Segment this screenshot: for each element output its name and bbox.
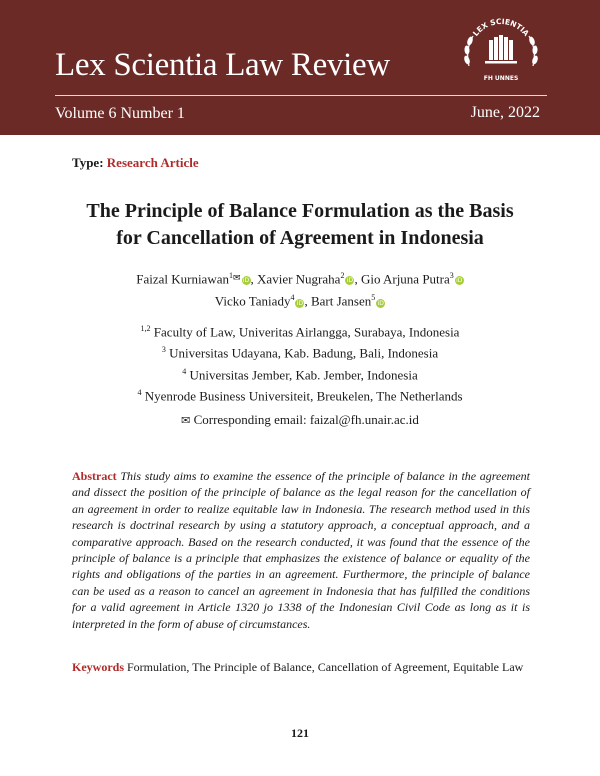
paper-title <box>60 198 540 252</box>
paper-title-line-1: The Principle of Balance Formulation as the Basis <box>86 200 514 222</box>
keywords-text: Formulation, The Principle of Balance, Cancellation of Agreement, Equitable Law <box>127 660 524 674</box>
journal-title: Lex Scientia Law Review <box>55 47 390 83</box>
issue-date: June, 2022 <box>470 104 540 121</box>
orcid-icon[interactable]: iD <box>377 299 384 307</box>
author-name: Xavier Nugraha <box>257 271 341 287</box>
volume-number: Volume 6 Number 1 <box>55 105 185 122</box>
orcid-icon[interactable]: iD <box>346 277 354 285</box>
corresponding-email <box>60 412 540 428</box>
article-type-value: Research Article <box>106 155 199 170</box>
author-name: Gio Arjuna Putra <box>360 271 450 287</box>
keywords-label: Keywords <box>72 660 124 674</box>
paper-title-line-2: for Cancellation of Agreement in Indonesia <box>116 227 484 249</box>
author-sup: 3 <box>449 271 454 280</box>
envelope-icon: ✉ <box>233 273 241 284</box>
header-divider <box>55 95 547 96</box>
keywords <box>72 659 530 676</box>
author-name: Vicko Taniady <box>214 293 291 309</box>
envelope-icon: ✉ <box>181 414 191 427</box>
journal-header <box>0 0 600 135</box>
author-sup: 5 <box>371 293 376 303</box>
affiliation-list <box>60 320 540 405</box>
article-type-label: Type: <box>72 155 104 170</box>
logo-top-text: LEX SCIENTIA <box>471 16 531 38</box>
affiliation-item: $^3$ Universitas Udayana, Kab. Badung, Bali, Indonesia <box>161 345 439 361</box>
author-list: Faizal Kurniawan$^{1✉}$ iD, Xavier Nugraha$^2$iD, Gio Arjuna Putra$^3$iD Vicko Taniady$^4$iD, Bart Jansen$^5$iD <box>136 271 463 309</box>
logo-bottom-text: FH UNNES <box>483 75 519 82</box>
article-type <box>72 155 199 171</box>
author-sup: 2 <box>340 271 345 280</box>
corresponding-email-text[interactable]: Corresponding email: faizal@fh.unair.ac.id <box>193 412 419 427</box>
orcid-icon[interactable]: iD <box>296 299 304 307</box>
abstract <box>72 468 530 632</box>
author-name: Faizal Kurniawan <box>136 271 229 287</box>
abstract-label: Abstract <box>72 469 117 483</box>
affiliation-item: $^{1,2}$ Faculty of Law, Univeritas Airlangga, Surabaya, Indonesia <box>140 324 460 340</box>
orcid-icon[interactable]: iD <box>456 277 463 285</box>
author-name: Bart Jansen <box>310 293 372 309</box>
author-sup: 4 <box>290 293 295 303</box>
affiliation-item: $^4$ Universitas Jember, Kab. Jember, Indonesia <box>182 366 418 382</box>
svg-text:LEX SCIENTIA <box>471 17 531 38</box>
page-number: 121 <box>291 726 309 740</box>
abstract-text: This study aims to examine the essence of the principle of balance in the agreement and dissect the position of the principle of balance as the legal reason for the cancellation of an agreement in order to realize equitable law in Indonesia. The research method used in this research is doctrinal research by using a statutory approach, a conceptual approach, and a comparative approach. Based on the research conducted, it was found that the essence of the principle of balance is a principle that emphasizes the existence of balance or equality of the rights and obligations of the parties in an agreement. Furthermore, the principle of balance can be used as a reason to cancel an agreement in Indonesia that has fulfilled the conditions for a valid agreement in Article 1320 jo 1338 of the Indonesian Civil Code as long as it is interpreted in the form of abuse of circumstances. <box>72 469 530 631</box>
orcid-icon[interactable]: iD <box>242 277 250 285</box>
author-sup: 1 <box>229 271 233 280</box>
journal-logo-icon <box>455 10 547 90</box>
affiliation-item: $^4$ Nyenrode Business Universiteit, Breukelen, The Netherlands <box>137 387 463 404</box>
